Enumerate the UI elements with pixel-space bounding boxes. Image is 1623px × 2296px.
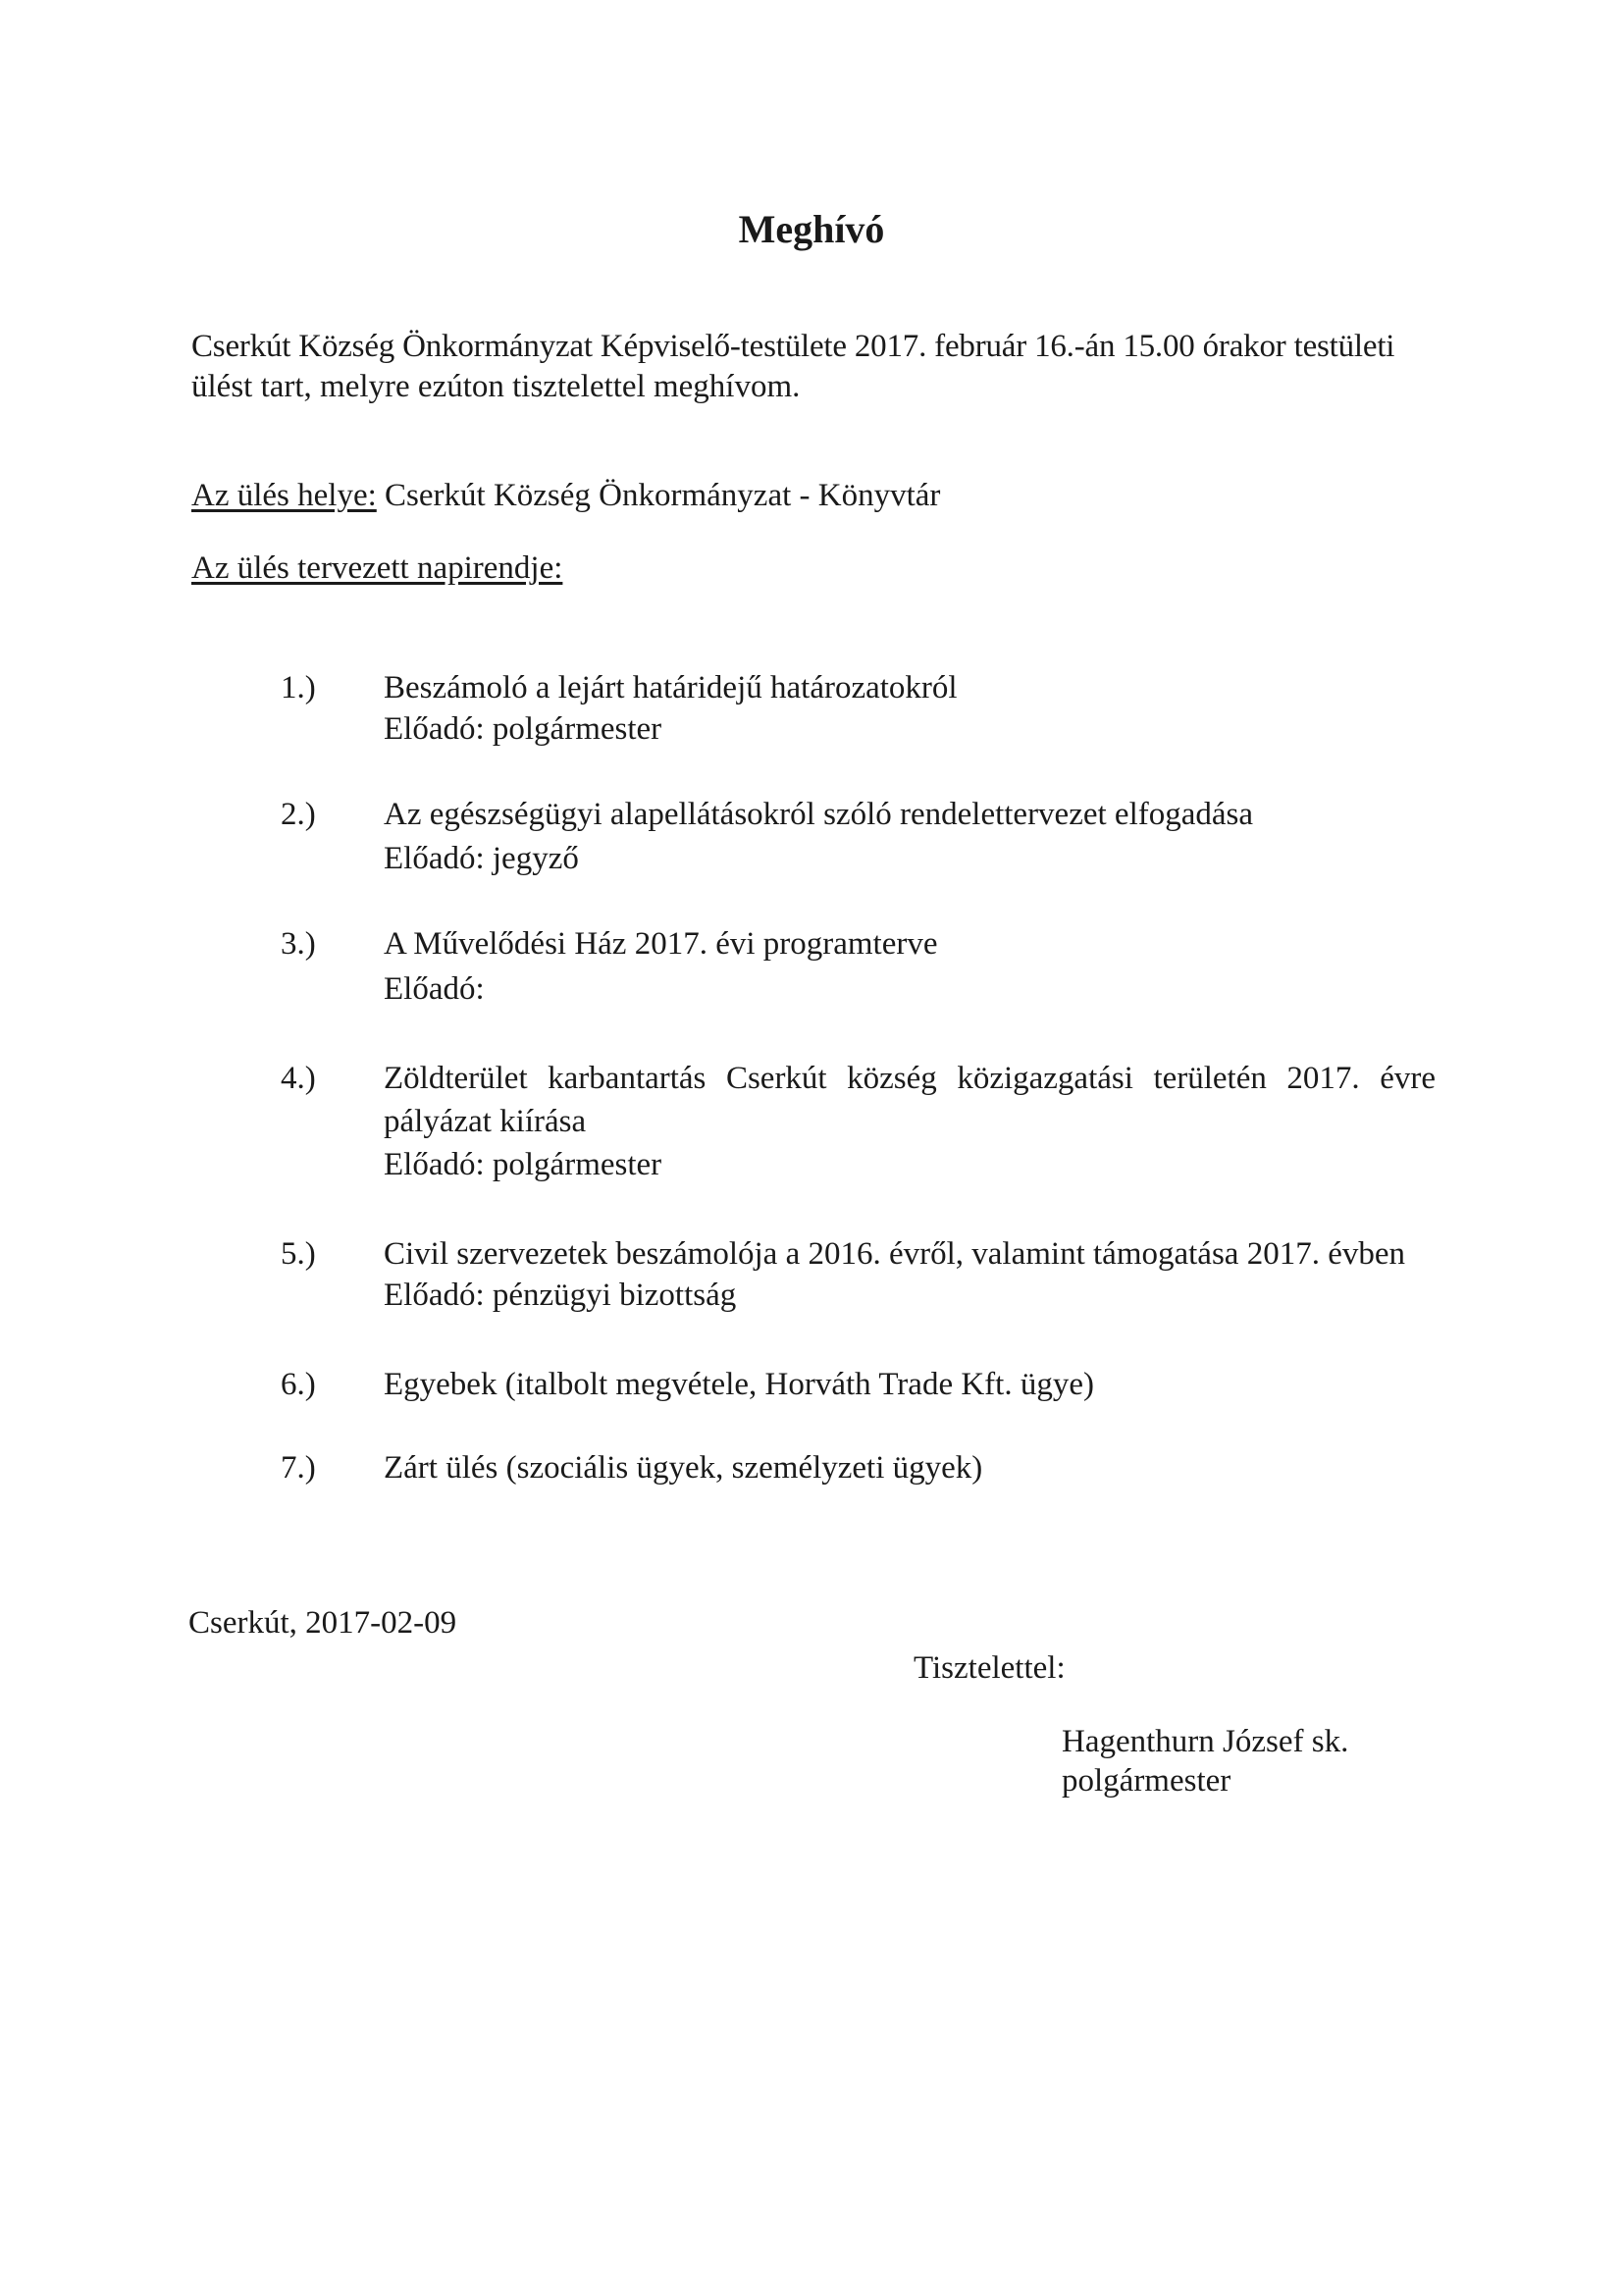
intro-line-1: Cserkút Község Önkormányzat Képviselő-testülete 2017. február 16.-án 15.00 órakor testületi: [191, 329, 1395, 364]
agenda-item-number: 6.): [281, 1367, 316, 1402]
closing: Tisztelettel:: [914, 1650, 1066, 1686]
agenda-item-title: A Művelődési Ház 2017. évi programterve: [384, 926, 938, 962]
agenda-item-title: Beszámoló a lejárt határidejű határozatokról: [384, 670, 958, 705]
agenda-item-number: 5.): [281, 1236, 316, 1272]
place-date: Cserkút, 2017-02-09: [188, 1605, 457, 1641]
agenda-item-number: 4.): [281, 1061, 316, 1096]
agenda-item-number: 2.): [281, 797, 316, 832]
agenda-item-title: Zárt ülés (szociális ügyek, személyzeti ügyek): [384, 1450, 983, 1486]
agenda-item-title: Az egészségügyi alapellátásokról szóló rendelettervezet elfogadása: [384, 797, 1254, 832]
agenda-item-number: 1.): [281, 670, 316, 705]
agenda-item-number: 7.): [281, 1450, 316, 1486]
agenda-item-presenter: Előadó: pénzügyi bizottság: [384, 1278, 737, 1313]
document-title: Meghívó: [738, 207, 885, 251]
agenda-item-title: Egyebek (italbolt megvétele, Horváth Trade Kft. ügye): [384, 1367, 1094, 1402]
agenda-item-number: 3.): [281, 926, 316, 962]
venue-value: Cserkút Község Önkormányzat - Könyvtár: [376, 478, 941, 513]
venue: [191, 475, 940, 516]
agenda-item-presenter: Előadó: jegyző: [384, 841, 579, 876]
venue-label: Az ülés helye:: [191, 478, 377, 513]
agenda-label: Az ülés tervezett napirendje:: [191, 550, 563, 586]
agenda-item-title-cont: pályázat kiírása: [384, 1104, 587, 1139]
signatory-name: Hagenthurn József sk.: [1062, 1724, 1349, 1759]
agenda-item-presenter: Előadó:: [384, 971, 485, 1007]
agenda-item-title: Zöldterület karbantartás Cserkút község közigazgatási területén 2017. évre: [384, 1061, 1436, 1096]
signatory-title: polgármester: [1062, 1763, 1231, 1799]
intro-line-2: ülést tart, melyre ezúton tisztelettel meghívom.: [191, 369, 801, 404]
agenda-item-presenter: Előadó: polgármester: [384, 1147, 662, 1182]
agenda-item-title: Civil szervezetek beszámolója a 2016. évről, valamint támogatása 2017. évben: [384, 1236, 1405, 1272]
agenda-item-presenter: Előadó: polgármester: [384, 711, 662, 747]
